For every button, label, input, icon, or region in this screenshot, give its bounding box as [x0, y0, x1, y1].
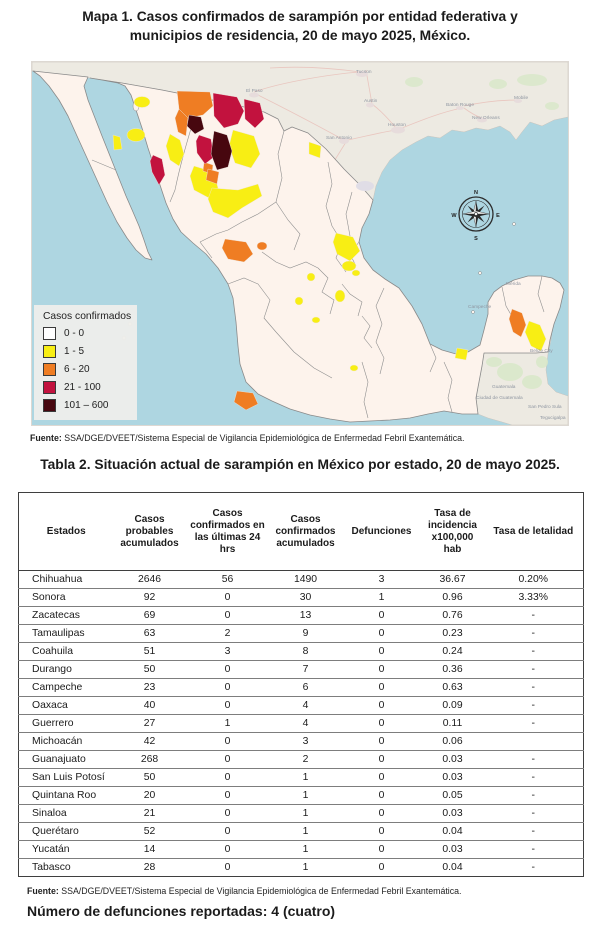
value-cell: 0	[342, 643, 422, 661]
table-row	[19, 643, 584, 661]
value-cell: 6	[270, 679, 342, 697]
value-cell: 9	[270, 625, 342, 643]
value-cell: 23	[114, 679, 186, 697]
value-cell: 0.03	[422, 805, 484, 823]
state-name-cell: Coahuila	[19, 643, 114, 661]
value-cell: -	[484, 643, 584, 661]
map-city-label: New Orleans	[472, 116, 500, 121]
value-cell: 21	[114, 805, 186, 823]
table-row	[19, 589, 584, 607]
state-name-cell: Guanajuato	[19, 751, 114, 769]
value-cell: 0.20%	[518, 574, 548, 585]
value-cell: -	[484, 715, 584, 733]
value-cell: 0	[186, 805, 270, 823]
map-city-label: El Paso	[246, 89, 263, 94]
value-cell: 0.24	[422, 643, 484, 661]
map-city-label: Belize City	[530, 349, 553, 354]
value-cell: 1	[270, 859, 342, 877]
value-cell: 0.36	[422, 661, 484, 679]
table-row	[19, 733, 584, 751]
legend-swatch	[43, 399, 56, 412]
table-row	[19, 787, 584, 805]
table-row	[19, 571, 584, 589]
state-name-cell: San Luis Potosí	[19, 769, 114, 787]
state-name-cell: Guerrero	[19, 715, 114, 733]
map-city-label: Mobile	[514, 96, 529, 101]
table-row	[19, 823, 584, 841]
value-cell: 0.04	[422, 823, 484, 841]
legend-title: Casos confirmados	[43, 311, 132, 322]
state-name-cell: Durango	[19, 661, 114, 679]
value-cell: 0	[342, 625, 422, 643]
map-source	[30, 433, 465, 443]
map-legend	[34, 305, 137, 420]
value-cell: 1	[270, 769, 342, 787]
map-city-label: San Antonio	[326, 136, 352, 141]
table-row	[19, 769, 584, 787]
table-row	[19, 841, 584, 859]
value-cell: 0.23	[422, 625, 484, 643]
value-cell: 4	[270, 697, 342, 715]
value-cell: 0	[186, 607, 270, 625]
col-header-estados: Estados	[19, 493, 114, 571]
legend-swatch	[43, 345, 56, 358]
value-cell: 40	[114, 697, 186, 715]
legend-label: 21 - 100	[64, 382, 101, 393]
state-name-cell: Chihuahua	[32, 574, 83, 585]
value-cell: 0	[342, 823, 422, 841]
value-cell: 0	[342, 697, 422, 715]
value-cell: 0	[186, 841, 270, 859]
value-cell: 268	[114, 751, 186, 769]
compass-n-label: N	[474, 190, 478, 196]
value-cell: 27	[114, 715, 186, 733]
value-cell: 0	[342, 715, 422, 733]
value-cell: 0	[186, 589, 270, 607]
monterrey-urban-area	[356, 181, 374, 191]
value-cell: 0	[186, 679, 270, 697]
value-cell: 0	[186, 733, 270, 751]
value-cell: 52	[114, 823, 186, 841]
table-source	[27, 886, 462, 896]
value-cell: 0	[342, 661, 422, 679]
value-cell: 20	[114, 787, 186, 805]
value-cell: -	[484, 679, 584, 697]
value-cell: -	[484, 823, 584, 841]
map-city-label: Ciudad de Guatemala	[476, 396, 523, 401]
value-cell: 28	[114, 859, 186, 877]
legend-label: 1 - 5	[64, 346, 85, 357]
value-cell: 36.67	[439, 574, 466, 585]
value-cell: 1	[270, 805, 342, 823]
value-cell: 0	[342, 805, 422, 823]
value-cell: 1	[270, 787, 342, 805]
value-cell: 0.03	[422, 841, 484, 859]
legend-swatch	[43, 381, 56, 394]
value-cell: 50	[114, 661, 186, 679]
map-city-label: San Pedro Sula	[528, 405, 562, 410]
compass-e-label: E	[496, 213, 500, 219]
value-cell	[484, 733, 584, 751]
table-title: Tabla 2. Situación actual de sarampión en México por estado, 20 de mayo 2025.	[40, 457, 560, 472]
col-header-tasa-incidencia: Tasa de incidencia x100,000 hab	[422, 493, 484, 571]
value-cell: 0	[342, 859, 422, 877]
map-city-label: Austin	[364, 99, 378, 104]
value-cell: 0	[342, 787, 422, 805]
col-header-probables: Casos probables acumulados	[114, 493, 186, 571]
state-name-cell: Quintana Roo	[19, 787, 114, 805]
table-row	[19, 607, 584, 625]
table-row	[19, 715, 584, 733]
state-name-cell: Zacatecas	[19, 607, 114, 625]
legend-swatch	[43, 327, 56, 340]
legend-item	[43, 381, 133, 394]
table-row	[19, 805, 584, 823]
col-header-confirmados-24h: Casos confirmados en las últimas 24 hrs	[186, 493, 270, 571]
value-cell: 0	[186, 823, 270, 841]
legend-item	[43, 399, 133, 412]
value-cell: 1	[342, 589, 422, 607]
col-header-tasa-letalidad: Tasa de letalidad	[484, 493, 584, 571]
value-cell: 0	[186, 769, 270, 787]
table-row	[19, 679, 584, 697]
table-row	[19, 661, 584, 679]
value-cell: 0.63	[422, 679, 484, 697]
value-cell: 0	[186, 859, 270, 877]
value-cell: 0.06	[422, 733, 484, 751]
map-source-text: SSA/DGE/DVEET/Sistema Especial de Vigilancia Epidemiológica de Enfermedad Febril Exantemática.	[61, 433, 465, 443]
state-name-cell: Tamaulipas	[19, 625, 114, 643]
value-cell: 14	[114, 841, 186, 859]
value-cell: 0.05	[422, 787, 484, 805]
value-cell: 0	[186, 751, 270, 769]
col-header-confirmados-acum: Casos confirmados acumulados	[270, 493, 342, 571]
value-cell: 0	[342, 607, 422, 625]
map-city-label: Baton Rouge	[446, 103, 475, 108]
value-cell: 3	[186, 643, 270, 661]
value-cell: 0	[186, 661, 270, 679]
value-cell: -	[484, 607, 584, 625]
value-cell: 13	[270, 607, 342, 625]
state-name-cell: Sinaloa	[19, 805, 114, 823]
table-row	[19, 697, 584, 715]
table-source-text: SSA/DGE/DVEET/Sistema Especial de Vigilancia Epidemiológica de Enfermedad Febril Exantemática.	[58, 886, 462, 896]
value-cell: 0.03	[422, 751, 484, 769]
table-source-label: Fuente:	[27, 886, 59, 896]
map-city-label: Tucson	[356, 70, 372, 75]
value-cell: 0.04	[422, 859, 484, 877]
map-title: Mapa 1. Casos confirmados de sarampión por entidad federativa y municipios de residencia, 20 de mayo 2025, México.	[82, 9, 518, 43]
table-header	[19, 493, 584, 571]
value-cell: 0	[186, 787, 270, 805]
value-cell: 0.96	[422, 589, 484, 607]
value-cell: 42	[114, 733, 186, 751]
legend-label: 101 – 600	[64, 400, 109, 411]
value-cell: -	[484, 769, 584, 787]
value-cell: 3.33%	[484, 589, 584, 607]
value-cell: -	[484, 697, 584, 715]
map-city-label: Campeche	[468, 305, 492, 310]
state-name-cell: Sonora	[19, 589, 114, 607]
value-cell: 2	[270, 751, 342, 769]
value-cell: 30	[270, 589, 342, 607]
value-cell: -	[484, 787, 584, 805]
value-cell: 0	[342, 733, 422, 751]
value-cell: -	[484, 625, 584, 643]
value-cell: 1	[186, 715, 270, 733]
value-cell: 69	[114, 607, 186, 625]
state-name-cell: Querétaro	[19, 823, 114, 841]
value-cell: 51	[114, 643, 186, 661]
value-cell: 7	[270, 661, 342, 679]
value-cell: 0.03	[422, 769, 484, 787]
map-city-label: Tegucigalpa	[540, 416, 566, 421]
value-cell: 1490	[293, 574, 318, 585]
value-cell: 2	[186, 625, 270, 643]
state-name-cell: Michoacán	[19, 733, 114, 751]
map-source-label: Fuente:	[30, 433, 62, 443]
cases-table	[18, 492, 584, 877]
map-city-label: Mérida	[506, 282, 521, 287]
table-row	[19, 751, 584, 769]
value-cell: 50	[114, 769, 186, 787]
value-cell: -	[484, 751, 584, 769]
value-cell: 0	[342, 841, 422, 859]
value-cell: -	[484, 661, 584, 679]
legend-label: 0 - 0	[64, 328, 85, 339]
compass-w-label: W	[451, 213, 457, 219]
legend-label: 6 - 20	[64, 364, 90, 375]
value-cell: -	[484, 805, 584, 823]
map-figure	[32, 62, 568, 425]
legend-item	[43, 363, 133, 376]
deaths-note: Número de defunciones reportadas: 4 (cuatro)	[27, 903, 336, 919]
table-row	[19, 625, 584, 643]
value-cell: 0.76	[422, 607, 484, 625]
legend-item	[43, 327, 133, 340]
value-cell: -	[484, 841, 584, 859]
value-cell: 8	[270, 643, 342, 661]
value-cell: -	[484, 859, 584, 877]
map-city-label: Houston	[388, 123, 406, 128]
value-cell: 4	[270, 715, 342, 733]
map-city-label: Guatemala	[492, 385, 516, 390]
state-name-cell: Tabasco	[19, 859, 114, 877]
value-cell: 0.09	[422, 697, 484, 715]
value-cell: 92	[114, 589, 186, 607]
value-cell: 1	[270, 841, 342, 859]
value-cell: 63	[114, 625, 186, 643]
value-cell: 3	[378, 574, 385, 585]
compass-s-label: S	[474, 236, 478, 242]
legend-swatch	[43, 363, 56, 376]
value-cell: 1	[270, 823, 342, 841]
value-cell: 0.11	[422, 715, 484, 733]
value-cell: 0	[342, 769, 422, 787]
state-name-cell: Yucatán	[19, 841, 114, 859]
state-name-cell: Oaxaca	[19, 697, 114, 715]
value-cell: 0	[186, 697, 270, 715]
value-cell: 3	[270, 733, 342, 751]
value-cell: 2646	[137, 574, 162, 585]
table-row	[19, 859, 584, 877]
state-name-cell: Campeche	[19, 679, 114, 697]
value-cell: 0	[342, 679, 422, 697]
table-body	[19, 571, 584, 877]
value-cell: 56	[221, 574, 234, 585]
value-cell: 0	[342, 751, 422, 769]
legend-items	[43, 327, 133, 412]
legend-item	[43, 345, 133, 358]
col-header-defunciones: Defunciones	[342, 493, 422, 571]
